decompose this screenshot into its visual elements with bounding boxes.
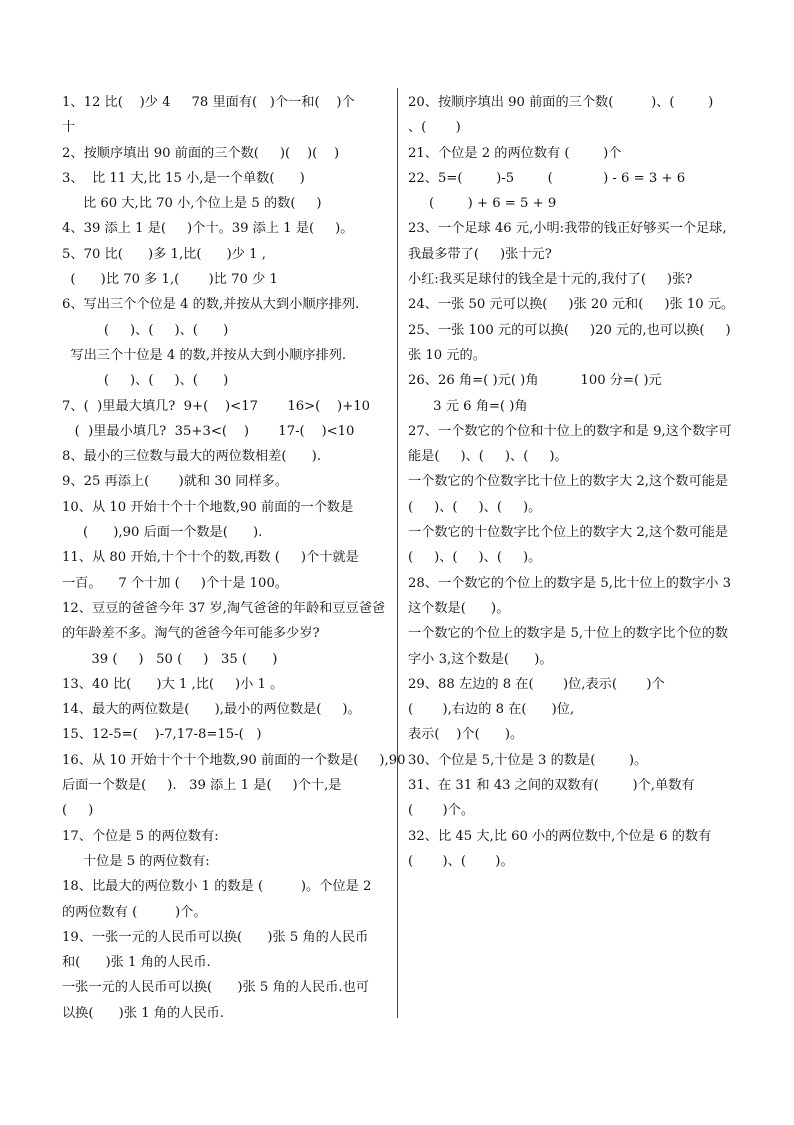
- question-line: 8、最小的三位数与最大的两位数相差( ).: [62, 449, 322, 465]
- question-line: 17、个位是 5 的两位数有:: [62, 828, 219, 844]
- question-line: 18、比最大的两位数小 1 的数是 ( )。个位是 2: [62, 879, 372, 895]
- question-line: ( )、( )、( ): [62, 322, 229, 338]
- question-line: ( ),90 后面一个数是( ).: [62, 525, 263, 541]
- question-line: 30、个位是 5,十位是 3 的数是( )。: [408, 752, 648, 768]
- question-line: 表示( )个( )。: [408, 727, 524, 743]
- question-line: ( )里最小填几? 35+3<( ) 17-( )<10: [62, 423, 355, 439]
- question-line: ( )、( )。: [408, 853, 514, 869]
- question-line: 25、一张 100 元的可以换( )20 元的,也可以换( ): [408, 322, 731, 338]
- question-line: 的年龄差不多。淘气的爸爸今年可能多少岁?: [62, 626, 320, 642]
- question-line: 12、豆豆的爸爸今年 37 岁,淘气爸爸的年龄和豆豆爸爸: [62, 600, 386, 616]
- question-line: 比 60 大,比 70 小,个位上是 5 的数( ): [62, 196, 322, 212]
- left-column: [62, 90, 406, 1026]
- question-line: 29、88 左边的 8 在( )位,表示( )个: [408, 676, 665, 692]
- question-line: 和( )张 1 角的人民币.: [62, 955, 211, 971]
- question-line: 15、12-5=( )-7,17-8=15-( ): [62, 727, 262, 743]
- question-line: 一个数它的个位数字比十位上的数字大 2,这个数可能是: [408, 474, 729, 490]
- question-line: 这个数是( )。: [408, 600, 510, 616]
- question-line: ( )、( )、( )。: [408, 499, 542, 515]
- question-line: 13、40 比( )大 1 ,比( )小 1 。: [62, 676, 284, 692]
- question-line: 4、39 添上 1 是( )个十。39 添上 1 是( )。: [62, 221, 354, 237]
- question-line: ( )、( )、( ): [62, 373, 229, 389]
- question-line: 21、个位是 2 的两位数有 ( )个: [408, 145, 622, 161]
- question-line: 5、70 比( )多 1,比( )少 1 ,: [62, 246, 266, 262]
- question-line: 3 元 6 角=( )角: [408, 398, 528, 414]
- question-line: 10、从 10 开始十个十个地数,90 前面的一个数是: [62, 499, 354, 515]
- question-line: 一个数它的个位上的数字是 5,十位上的数字比个位的数: [408, 626, 729, 642]
- question-line: ( ) + 6 = 5 + 9: [408, 196, 557, 212]
- question-line: 24、一张 50 元可以换( )张 20 元和( )张 10 元。: [408, 297, 735, 313]
- question-line: 、( ): [408, 120, 461, 136]
- question-line: 16、从 10 开始十个十个地数,90 前面的一个数是( ),90: [62, 752, 406, 768]
- question-line: 一个数它的十位数字比个位上的数字大 2,这个数可能是: [408, 525, 729, 541]
- question-line: 3、 比 11 大,比 15 小,是一个单数( ): [62, 170, 305, 186]
- right-column: [408, 90, 734, 874]
- question-line: 一百。 7 个十加 ( )个十是 100。: [62, 575, 289, 591]
- question-line: 小红:我买足球付的钱全是十元的,我付了( )张?: [408, 272, 693, 288]
- question-line: 后面一个数是( ). 39 添上 1 是( )个十,是: [62, 778, 342, 794]
- question-line: 39 ( ) 50 ( ) 35 ( ): [62, 651, 278, 667]
- question-line: ( )、( )、( )。: [408, 550, 542, 566]
- question-line: 32、比 45 大,比 60 小的两位数中,个位是 6 的数有: [408, 828, 712, 844]
- question-line: 十: [62, 120, 76, 136]
- question-line: 我最多带了( )张十元?: [408, 246, 552, 262]
- question-line: 写出三个十位是 4 的数,并按从大到小顺序排列.: [62, 347, 347, 363]
- column-divider: [397, 88, 398, 1018]
- question-line: ( ),右边的 8 在( )位,: [408, 702, 575, 718]
- question-line: 2、按顺序填出 90 前面的三个数( )( )( ): [62, 145, 340, 161]
- question-line: 7、( )里最大填几? 9+( )<17 16>( )+10: [62, 398, 371, 414]
- question-line: 6、写出三个个位是 4 的数,并按从大到小顺序排列.: [62, 297, 360, 313]
- question-line: 20、按顺序填出 90 前面的三个数( )、( ): [408, 95, 714, 110]
- question-line: 十位是 5 的两位数有:: [62, 853, 210, 869]
- question-line: 22、5=( )-5 ( ) - 6 = 3 + 6: [408, 170, 686, 186]
- question-line: 字小 3,这个数是( )。: [408, 651, 553, 667]
- question-line: 张 10 元的。: [408, 347, 486, 363]
- question-line: 31、在 31 和 43 之间的双数有( )个,单数有: [408, 778, 695, 794]
- question-line: 14、最大的两位数是( ),最小的两位数是( )。: [62, 702, 361, 718]
- question-line: 9、25 再添上( )就和 30 同样多。: [62, 474, 289, 490]
- question-line: ( ): [62, 803, 94, 819]
- question-line: 一张一元的人民币可以换( )张 5 角的人民币.也可: [62, 980, 369, 996]
- question-line: 11、从 80 开始,十个十个的数,再数 ( )个十就是: [62, 550, 359, 566]
- question-line: ( )比 70 多 1,( )比 70 少 1: [62, 272, 278, 288]
- question-line: 26、26 角=( )元( )角 100 分=( )元: [408, 373, 662, 389]
- question-line: 1、12 比( )少 4 78 里面有( )个一和( )个: [62, 95, 355, 110]
- question-line: ( )个。: [408, 803, 475, 819]
- question-line: 28、一个数它的个位上的数字是 5,比十位上的数字小 3: [408, 575, 732, 591]
- question-line: 27、一个数它的个位和十位上的数字和是 9,这个数字可: [408, 423, 732, 439]
- question-line: 的两位数有 ( )个。: [62, 904, 207, 920]
- question-line: 能是( )、( )、( )。: [408, 449, 568, 465]
- question-line: 23、一个足球 46 元,小明:我带的钱正好够买一个足球,: [408, 221, 727, 237]
- question-line: 以换( )张 1 角的人民币.: [62, 1005, 224, 1021]
- question-line: 19、一张一元的人民币可以换( )张 5 角的人民币: [62, 929, 369, 945]
